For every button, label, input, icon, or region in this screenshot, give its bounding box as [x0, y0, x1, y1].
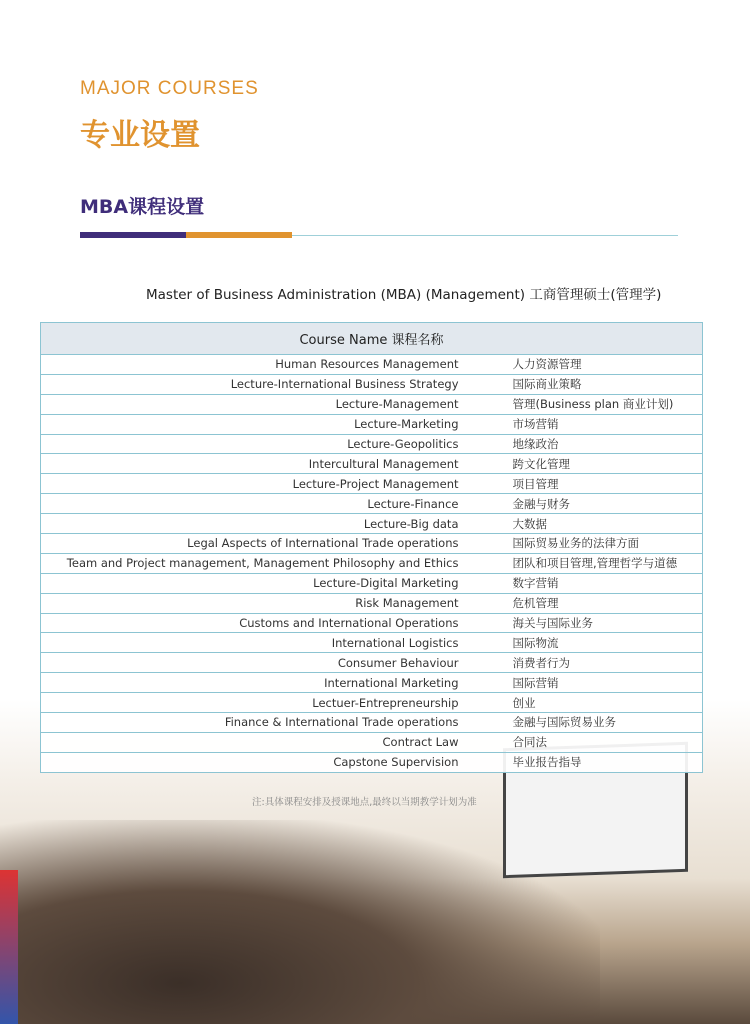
table-row [41, 752, 703, 772]
course-name-cn: 海关与国际业务 [459, 613, 703, 633]
table-row [41, 713, 703, 733]
table-row [41, 374, 703, 394]
table-row [41, 732, 703, 752]
section-subtitle: MAJOR COURSES [80, 78, 259, 99]
course-name-en: Lectuer-Entrepreneurship [41, 693, 459, 713]
course-name-cn: 国际营销 [459, 673, 703, 693]
course-table [40, 322, 703, 773]
course-name-en: Lecture-Finance [41, 494, 459, 514]
course-name-cn: 项目管理 [459, 474, 703, 494]
course-name-cn: 毕业报告指导 [459, 752, 703, 772]
course-name-en: Human Resources Management [41, 355, 459, 375]
course-name-cn: 国际贸易业务的法律方面 [459, 534, 703, 554]
course-name-cn: 合同法 [459, 732, 703, 752]
course-name-en: Contract Law [41, 732, 459, 752]
course-name-cn: 金融与国际贸易业务 [459, 713, 703, 733]
divider-thin [292, 235, 678, 236]
table-row [41, 454, 703, 474]
course-name-en: Consumer Behaviour [41, 653, 459, 673]
course-name-cn: 国际物流 [459, 633, 703, 653]
course-name-cn: 跨文化管理 [459, 454, 703, 474]
course-name-cn: 管理(Business plan 商业计划) [459, 394, 703, 414]
table-row [41, 414, 703, 434]
table-row [41, 534, 703, 554]
table-row [41, 673, 703, 693]
course-name-cn: 消费者行为 [459, 653, 703, 673]
course-name-en: Lecture-Management [41, 394, 459, 414]
course-name-cn: 大数据 [459, 514, 703, 534]
table-row [41, 553, 703, 573]
table-row [41, 474, 703, 494]
section-heading: MBA课程设置 [80, 196, 205, 218]
table-row [41, 613, 703, 633]
table-row [41, 633, 703, 653]
course-name-cn: 人力资源管理 [459, 355, 703, 375]
decorative-side-bar [0, 870, 18, 1024]
course-name-en: Lecture-Marketing [41, 414, 459, 434]
course-name-en: Legal Aspects of International Trade operations [41, 534, 459, 554]
course-name-en: International Logistics [41, 633, 459, 653]
table-row [41, 355, 703, 375]
course-name-cn: 金融与财务 [459, 494, 703, 514]
table-row [41, 514, 703, 534]
program-title: Master of Business Administration (MBA) (Management) 工商管理硕士(管理学) [146, 287, 662, 303]
footnote: 注:具体课程安排及授课地点,最终以当期教学计划为准 [252, 797, 477, 808]
table-row [41, 593, 703, 613]
course-name-cn: 团队和项目管理,管理哲学与道德 [459, 553, 703, 573]
course-name-en: Lecture-Geopolitics [41, 434, 459, 454]
page-title: 专业设置 [80, 118, 200, 153]
course-name-cn: 数字营销 [459, 573, 703, 593]
course-name-en: Capstone Supervision [41, 752, 459, 772]
course-name-en: Intercultural Management [41, 454, 459, 474]
course-name-en: Lecture-Digital Marketing [41, 573, 459, 593]
course-name-cn: 市场营销 [459, 414, 703, 434]
course-name-cn: 国际商业策略 [459, 374, 703, 394]
course-name-cn: 地缘政治 [459, 434, 703, 454]
table-header: Course Name 课程名称 [41, 323, 703, 355]
divider-purple [80, 232, 186, 238]
table-row [41, 653, 703, 673]
table-row [41, 573, 703, 593]
course-name-en: Team and Project management, Management Philosophy and Ethics [41, 553, 459, 573]
table-row [41, 494, 703, 514]
course-name-cn: 危机管理 [459, 593, 703, 613]
course-name-en: Lecture-International Business Strategy [41, 374, 459, 394]
course-name-en: International Marketing [41, 673, 459, 693]
table-row [41, 394, 703, 414]
course-name-en: Lecture-Project Management [41, 474, 459, 494]
course-name-en: Risk Management [41, 593, 459, 613]
course-name-en: Finance & International Trade operations [41, 713, 459, 733]
course-name-en: Lecture-Big data [41, 514, 459, 534]
course-name-en: Customs and International Operations [41, 613, 459, 633]
course-name-cn: 创业 [459, 693, 703, 713]
divider-orange [186, 232, 292, 238]
table-row [41, 693, 703, 713]
table-row [41, 434, 703, 454]
